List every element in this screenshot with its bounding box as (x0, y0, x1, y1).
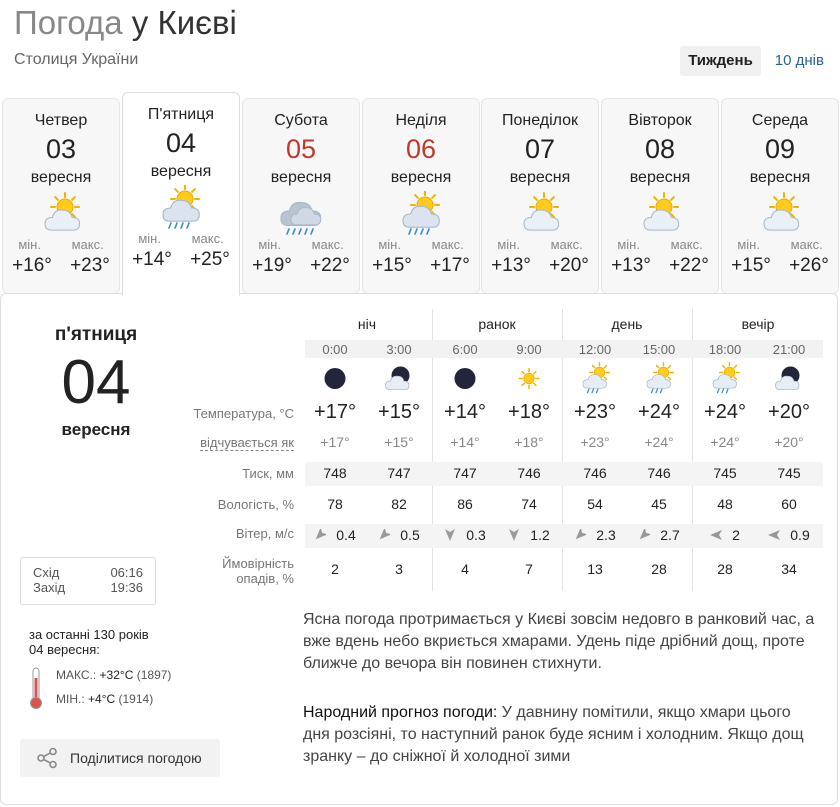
max-label: макс. (311, 237, 344, 252)
period-label: день (611, 316, 643, 332)
min-label: мін. (258, 237, 281, 252)
day-tab-09[interactable] (721, 98, 839, 294)
precip-cell: 7 (525, 561, 533, 577)
pressure-cell: 746 (647, 465, 671, 481)
history-min: МІН.: +4°C (1914) (56, 692, 154, 706)
feels-cell: +20° (774, 434, 804, 450)
wind-speed: 0.9 (790, 527, 810, 543)
share-label: Поділитися погодою (70, 750, 202, 766)
day-tab-04[interactable] (122, 92, 240, 296)
day-number: 09 (764, 134, 796, 164)
sun-cloud-icon (512, 191, 568, 235)
folk-forecast-label: Народний прогноз погоди: (303, 704, 498, 721)
humidity-cell: 82 (391, 496, 407, 512)
pressure-cell: 748 (323, 465, 347, 481)
range-tabs (680, 46, 832, 76)
hour-label: 9:00 (516, 342, 542, 357)
temperature-cell: +17° (314, 401, 356, 423)
hour-label: 18:00 (708, 342, 742, 357)
humidity-cell: 78 (327, 496, 343, 512)
forecast-description: Ясна погода протримається у Києві зовсім недовго в ранковий час, а вже вдень небо вкриється хмарами. Удень піде дрібний дощ, проте ближче до вечора він повинен стихнути. (303, 611, 815, 672)
day-month: вересня (749, 169, 811, 186)
wind-cell (757, 527, 821, 543)
min-temp: +15° (372, 255, 412, 276)
day-name: П'ятниця (147, 106, 215, 123)
sun-cloud-drizzle-icon (704, 362, 746, 395)
humidity-cell: 86 (457, 496, 473, 512)
max-label: макс. (550, 237, 583, 252)
tab-10-days[interactable]: 10 днів (774, 52, 824, 69)
title-city: у Києві (131, 4, 237, 41)
pressure-cell: 747 (453, 465, 477, 481)
folk-forecast (303, 702, 818, 768)
selected-day-month: вересня (61, 420, 131, 439)
day-number: 08 (644, 134, 676, 164)
day-weather-icon (752, 191, 808, 235)
max-label: макс. (431, 237, 464, 252)
title-prefix: Погода (14, 4, 123, 41)
sun-icon (508, 362, 550, 395)
feels-cell: +17° (320, 434, 350, 450)
feels-cell: +14° (450, 434, 480, 450)
temperature-cell: +24° (638, 401, 680, 423)
wind-speed: 0.4 (336, 527, 356, 543)
day-tab-08[interactable] (601, 98, 719, 294)
min-label: мін. (497, 237, 520, 252)
temperature-cell: +20° (768, 401, 810, 423)
precip-cell: 3 (395, 561, 403, 577)
temperature-cell: +23° (574, 401, 616, 423)
wind-cell (627, 527, 691, 543)
sunrise-time: 06:16 (110, 565, 143, 580)
day-month: вересня (509, 169, 571, 186)
sun-cloud-drizzle-icon (574, 362, 616, 395)
page-title (14, 4, 237, 42)
period-label: вечір (741, 316, 775, 332)
day-tabs (0, 98, 840, 294)
sun-cloud-rain-icon (393, 191, 449, 235)
pressure-cell: 746 (517, 465, 541, 481)
day-month: вересня (629, 169, 691, 186)
max-temp: +17° (430, 255, 470, 276)
precip-cell: 34 (781, 561, 797, 577)
sun-cloud-icon (632, 191, 688, 235)
wind-direction-icon (444, 529, 456, 541)
wind-direction-icon (508, 529, 520, 541)
day-name: Четвер (34, 112, 88, 129)
selected-day-number: 04 (61, 348, 131, 417)
min-temp: +15° (731, 255, 771, 276)
row-label-humidity: Вологість, % (217, 497, 294, 512)
day-weather-icon (153, 185, 209, 229)
precip-cell: 4 (461, 561, 469, 577)
history-date: 04 вересня: (29, 642, 100, 657)
precip-cell: 2 (331, 561, 339, 577)
pressure-cell: 746 (583, 465, 607, 481)
day-weather-icon (632, 191, 688, 235)
history-header (29, 627, 149, 657)
day-tab-03[interactable] (2, 98, 120, 294)
precip-cell: 28 (717, 561, 733, 577)
max-temp: +26° (789, 255, 829, 276)
min-temp: +16° (12, 255, 52, 276)
day-number: 07 (524, 134, 556, 164)
hour-label: 6:00 (452, 342, 478, 357)
feels-cell: +23° (580, 434, 610, 450)
history-period: за останні 130 років (29, 627, 149, 642)
hour-weather-icon (378, 362, 442, 396)
min-temp: +19° (252, 255, 292, 276)
hour-label: 12:00 (578, 342, 612, 357)
precip-cell: 28 (651, 561, 667, 577)
min-label: мін. (18, 237, 41, 252)
hour-label: 21:00 (772, 342, 806, 357)
max-label: макс. (71, 237, 104, 252)
min-temp: +14° (132, 249, 172, 270)
wind-speed: 2.7 (660, 527, 680, 543)
hour-weather-icon (444, 362, 508, 396)
moon-cloud-icon (768, 362, 810, 395)
moon-icon (444, 362, 486, 395)
pressure-cell: 747 (387, 465, 411, 481)
wind-cell (433, 527, 497, 543)
row-label-pressure: Тиск, мм (242, 466, 294, 481)
day-number: 03 (45, 134, 77, 164)
day-weather-icon (393, 191, 449, 235)
day-tab-06[interactable] (362, 98, 480, 294)
day-weather-icon (273, 191, 329, 235)
max-label: макс. (670, 237, 703, 252)
feels-cell: +24° (644, 434, 674, 450)
period-label: ніч (357, 316, 377, 332)
hour-weather-icon (704, 362, 768, 396)
day-month: вересня (270, 169, 332, 186)
share-button[interactable] (20, 739, 220, 777)
hour-label: 0:00 (322, 342, 348, 357)
hour-weather-icon (508, 362, 572, 396)
wind-cell (693, 527, 757, 543)
min-label: мін. (138, 231, 161, 246)
day-number: 05 (285, 134, 317, 164)
min-label: мін. (737, 237, 760, 252)
sun-cloud-icon (752, 191, 808, 235)
wind-direction-icon (574, 529, 586, 541)
wind-cell (367, 527, 431, 543)
hour-label: 3:00 (386, 342, 412, 357)
selected-day-name: п'ятниця (54, 324, 138, 345)
pressure-cell: 745 (713, 465, 737, 481)
wind-speed: 0.5 (400, 527, 420, 543)
day-month: вересня (30, 169, 92, 186)
temperature-cell: +24° (704, 401, 746, 423)
max-temp: +23° (70, 255, 110, 276)
feels-cell: +15° (384, 434, 414, 450)
day-detail-panel (0, 293, 838, 805)
day-name: Субота (274, 112, 328, 129)
day-name: Понеділок (501, 112, 579, 129)
day-tab-05[interactable] (242, 98, 360, 294)
row-label-feels[interactable]: відчувається як (200, 435, 294, 450)
wind-speed: 1.2 (530, 527, 550, 543)
hour-label: 15:00 (642, 342, 676, 357)
row-label-precipitation: Ймовірність опадів, % (222, 556, 294, 586)
temperature-cell: +15° (378, 401, 420, 423)
history-max: МАКС.: +32°C (1897) (56, 668, 172, 682)
wind-direction-icon (768, 529, 780, 541)
max-temp: +22° (310, 255, 350, 276)
folk-forecast-text: У давнину помітили, якщо хмари цього дня розсіяні, то наступний ранок буде ясним і холодним. Якщо дощ зранку – до сніжної й холодної зими (303, 704, 804, 765)
max-temp: +22° (669, 255, 709, 276)
max-label: макс. (790, 237, 823, 252)
day-name: Вівторок (628, 112, 692, 129)
humidity-cell: 48 (717, 496, 733, 512)
humidity-cell: 45 (651, 496, 667, 512)
humidity-cell: 54 (587, 496, 603, 512)
min-label: мін. (617, 237, 640, 252)
day-name: Середа (751, 112, 809, 129)
humidity-cell: 60 (781, 496, 797, 512)
max-label: макс. (191, 231, 224, 246)
page-subtitle: Столиця України (14, 51, 139, 68)
max-temp: +25° (190, 249, 230, 270)
day-name: Неділя (395, 112, 447, 129)
hour-weather-icon (768, 362, 832, 396)
day-month: вересня (150, 163, 212, 180)
day-month: вересня (390, 169, 452, 186)
wind-cell (303, 527, 367, 543)
feels-cell: +24° (710, 434, 740, 450)
moon-icon (314, 362, 356, 395)
tab-week[interactable]: Тиждень (680, 46, 761, 76)
wind-direction-icon (710, 529, 722, 541)
min-temp: +13° (611, 255, 651, 276)
thermometer-icon (29, 666, 43, 710)
precip-cell: 13 (587, 561, 603, 577)
wind-speed: 0.3 (466, 527, 486, 543)
sunset-label: Захід (33, 580, 66, 595)
temperature-cell: +18° (508, 401, 550, 423)
share-icon (36, 747, 58, 769)
sunrise-label: Схід (33, 565, 60, 580)
min-temp: +13° (491, 255, 531, 276)
sun-cloud-icon (33, 191, 89, 235)
sunset-time: 19:36 (110, 580, 143, 595)
hour-weather-icon (574, 362, 638, 396)
max-temp: +20° (549, 255, 589, 276)
selected-day (1, 324, 191, 440)
day-weather-icon (33, 191, 89, 235)
row-label-temperature: Температура, °C (193, 406, 294, 421)
sun-cloud-drizzle-icon (638, 362, 680, 395)
wind-cell (563, 527, 627, 543)
wind-direction-icon (314, 529, 326, 541)
day-number: 06 (405, 134, 437, 164)
history-min-value: +4°C (88, 692, 116, 706)
cloud-rain-icon (273, 191, 329, 235)
sun-cloud-rain-icon (153, 185, 209, 229)
wind-speed: 2 (732, 527, 740, 543)
wind-cell (497, 527, 561, 543)
day-number: 04 (165, 128, 197, 158)
moon-cloud-icon (378, 362, 420, 395)
temperature-cell: +14° (444, 401, 486, 423)
row-label-wind: Вітер, м/c (235, 526, 294, 541)
period-label: ранок (478, 316, 516, 332)
feels-cell: +18° (514, 434, 544, 450)
wind-direction-icon (638, 529, 650, 541)
sunrise-sunset (20, 557, 156, 605)
history-max-value: +32°C (99, 668, 134, 682)
wind-speed: 2.3 (596, 527, 616, 543)
day-tab-07[interactable] (481, 98, 599, 294)
humidity-cell: 74 (521, 496, 537, 512)
wind-direction-icon (378, 529, 390, 541)
min-label: мін. (378, 237, 401, 252)
hour-weather-icon (314, 362, 378, 396)
pressure-cell: 745 (777, 465, 801, 481)
hour-weather-icon (638, 362, 702, 396)
day-weather-icon (512, 191, 568, 235)
